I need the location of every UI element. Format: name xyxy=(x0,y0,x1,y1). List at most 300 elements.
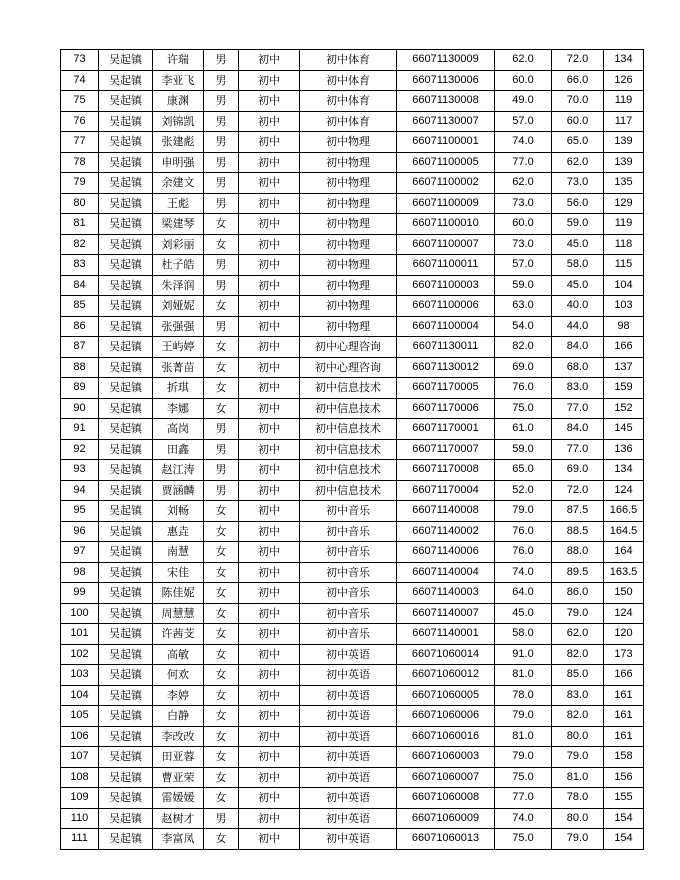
town-cell: 吴起镇 xyxy=(99,378,153,399)
name-cell: 刘彩丽 xyxy=(153,234,204,255)
name-cell: 白静 xyxy=(153,706,204,727)
seq-cell: 97 xyxy=(61,542,99,563)
gender-cell: 女 xyxy=(204,378,239,399)
written-score-cell: 79.0 xyxy=(495,706,552,727)
written-score-cell: 69.0 xyxy=(495,357,552,378)
exam-id-cell: 66071170001 xyxy=(397,419,495,440)
interview-score-cell: 72.0 xyxy=(552,50,604,71)
interview-score-cell: 65.0 xyxy=(552,132,604,153)
written-score-cell: 74.0 xyxy=(495,808,552,829)
subject-cell: 初中英语 xyxy=(300,747,397,768)
total-score-cell: 159 xyxy=(604,378,644,399)
interview-score-cell: 78.0 xyxy=(552,788,604,809)
seq-cell: 89 xyxy=(61,378,99,399)
exam-id-cell: 66071170007 xyxy=(397,439,495,460)
exam-id-cell: 66071130011 xyxy=(397,337,495,358)
interview-score-cell: 89.5 xyxy=(552,562,604,583)
seq-cell: 83 xyxy=(61,255,99,276)
seq-cell: 85 xyxy=(61,296,99,317)
seq-cell: 80 xyxy=(61,193,99,214)
gender-cell: 女 xyxy=(204,234,239,255)
total-score-cell: 137 xyxy=(604,357,644,378)
total-score-cell: 163.5 xyxy=(604,562,644,583)
town-cell: 吴起镇 xyxy=(99,234,153,255)
table-row xyxy=(61,562,644,583)
town-cell: 吴起镇 xyxy=(99,685,153,706)
score-sheet xyxy=(60,49,644,850)
town-cell: 吴起镇 xyxy=(99,460,153,481)
written-score-cell: 76.0 xyxy=(495,542,552,563)
level-cell: 初中 xyxy=(239,173,300,194)
gender-cell: 女 xyxy=(204,829,239,850)
written-score-cell: 73.0 xyxy=(495,193,552,214)
written-score-cell: 62.0 xyxy=(495,50,552,71)
written-score-cell: 77.0 xyxy=(495,152,552,173)
level-cell: 初中 xyxy=(239,111,300,132)
written-score-cell: 78.0 xyxy=(495,685,552,706)
table-row xyxy=(61,132,644,153)
table-row xyxy=(61,706,644,727)
gender-cell: 女 xyxy=(204,767,239,788)
interview-score-cell: 81.0 xyxy=(552,767,604,788)
interview-score-cell: 80.0 xyxy=(552,808,604,829)
written-score-cell: 45.0 xyxy=(495,603,552,624)
gender-cell: 女 xyxy=(204,501,239,522)
name-cell: 李亚飞 xyxy=(153,70,204,91)
subject-cell: 初中英语 xyxy=(300,808,397,829)
town-cell: 吴起镇 xyxy=(99,501,153,522)
exam-id-cell: 66071060016 xyxy=(397,726,495,747)
level-cell: 初中 xyxy=(239,152,300,173)
gender-cell: 女 xyxy=(204,706,239,727)
table-row xyxy=(61,378,644,399)
total-score-cell: 115 xyxy=(604,255,644,276)
gender-cell: 男 xyxy=(204,70,239,91)
name-cell: 宋佳 xyxy=(153,562,204,583)
level-cell: 初中 xyxy=(239,603,300,624)
written-score-cell: 60.0 xyxy=(495,214,552,235)
total-score-cell: 166 xyxy=(604,665,644,686)
seq-cell: 77 xyxy=(61,132,99,153)
exam-id-cell: 66071170008 xyxy=(397,460,495,481)
table-row xyxy=(61,767,644,788)
total-score-cell: 173 xyxy=(604,644,644,665)
interview-score-cell: 82.0 xyxy=(552,706,604,727)
table-row xyxy=(61,111,644,132)
written-score-cell: 79.0 xyxy=(495,501,552,522)
subject-cell: 初中物理 xyxy=(300,296,397,317)
total-score-cell: 161 xyxy=(604,726,644,747)
gender-cell: 男 xyxy=(204,419,239,440)
exam-id-cell: 66071100007 xyxy=(397,234,495,255)
subject-cell: 初中体育 xyxy=(300,91,397,112)
table-row xyxy=(61,583,644,604)
exam-id-cell: 66071100009 xyxy=(397,193,495,214)
gender-cell: 男 xyxy=(204,132,239,153)
level-cell: 初中 xyxy=(239,480,300,501)
table-row xyxy=(61,808,644,829)
written-score-cell: 62.0 xyxy=(495,173,552,194)
total-score-cell: 118 xyxy=(604,234,644,255)
level-cell: 初中 xyxy=(239,214,300,235)
town-cell: 吴起镇 xyxy=(99,747,153,768)
town-cell: 吴起镇 xyxy=(99,583,153,604)
written-score-cell: 73.0 xyxy=(495,234,552,255)
subject-cell: 初中物理 xyxy=(300,255,397,276)
subject-cell: 初中英语 xyxy=(300,726,397,747)
table-body xyxy=(61,50,644,850)
seq-cell: 93 xyxy=(61,460,99,481)
interview-score-cell: 58.0 xyxy=(552,255,604,276)
name-cell: 雷媛媛 xyxy=(153,788,204,809)
written-score-cell: 81.0 xyxy=(495,665,552,686)
town-cell: 吴起镇 xyxy=(99,665,153,686)
subject-cell: 初中心理咨询 xyxy=(300,357,397,378)
exam-id-cell: 66071140001 xyxy=(397,624,495,645)
level-cell: 初中 xyxy=(239,726,300,747)
subject-cell: 初中心理咨询 xyxy=(300,337,397,358)
subject-cell: 初中音乐 xyxy=(300,501,397,522)
table-row xyxy=(61,480,644,501)
town-cell: 吴起镇 xyxy=(99,50,153,71)
seq-cell: 111 xyxy=(61,829,99,850)
total-score-cell: 139 xyxy=(604,152,644,173)
exam-id-cell: 66071100003 xyxy=(397,275,495,296)
gender-cell: 男 xyxy=(204,91,239,112)
interview-score-cell: 88.0 xyxy=(552,542,604,563)
total-score-cell: 158 xyxy=(604,747,644,768)
written-score-cell: 61.0 xyxy=(495,419,552,440)
interview-score-cell: 62.0 xyxy=(552,624,604,645)
exam-id-cell: 66071140002 xyxy=(397,521,495,542)
town-cell: 吴起镇 xyxy=(99,419,153,440)
subject-cell: 初中物理 xyxy=(300,173,397,194)
town-cell: 吴起镇 xyxy=(99,111,153,132)
name-cell: 陈佳妮 xyxy=(153,583,204,604)
seq-cell: 86 xyxy=(61,316,99,337)
interview-score-cell: 82.0 xyxy=(552,644,604,665)
seq-cell: 108 xyxy=(61,767,99,788)
name-cell: 梁建琴 xyxy=(153,214,204,235)
level-cell: 初中 xyxy=(239,706,300,727)
interview-score-cell: 62.0 xyxy=(552,152,604,173)
seq-cell: 105 xyxy=(61,706,99,727)
interview-score-cell: 59.0 xyxy=(552,214,604,235)
interview-score-cell: 44.0 xyxy=(552,316,604,337)
seq-cell: 88 xyxy=(61,357,99,378)
level-cell: 初中 xyxy=(239,829,300,850)
exam-id-cell: 66071100006 xyxy=(397,296,495,317)
gender-cell: 女 xyxy=(204,624,239,645)
name-cell: 曹亚荣 xyxy=(153,767,204,788)
written-score-cell: 76.0 xyxy=(495,521,552,542)
seq-cell: 104 xyxy=(61,685,99,706)
exam-id-cell: 66071060006 xyxy=(397,706,495,727)
exam-id-cell: 66071130009 xyxy=(397,50,495,71)
total-score-cell: 156 xyxy=(604,767,644,788)
level-cell: 初中 xyxy=(239,767,300,788)
subject-cell: 初中物理 xyxy=(300,152,397,173)
town-cell: 吴起镇 xyxy=(99,439,153,460)
exam-id-cell: 66071060014 xyxy=(397,644,495,665)
level-cell: 初中 xyxy=(239,439,300,460)
subject-cell: 初中信息技术 xyxy=(300,439,397,460)
gender-cell: 男 xyxy=(204,275,239,296)
seq-cell: 73 xyxy=(61,50,99,71)
exam-id-cell: 66071060005 xyxy=(397,685,495,706)
exam-id-cell: 66071130006 xyxy=(397,70,495,91)
table-row xyxy=(61,419,644,440)
level-cell: 初中 xyxy=(239,70,300,91)
town-cell: 吴起镇 xyxy=(99,480,153,501)
table-row xyxy=(61,603,644,624)
total-score-cell: 134 xyxy=(604,50,644,71)
table-row xyxy=(61,747,644,768)
seq-cell: 84 xyxy=(61,275,99,296)
written-score-cell: 82.0 xyxy=(495,337,552,358)
gender-cell: 男 xyxy=(204,50,239,71)
seq-cell: 78 xyxy=(61,152,99,173)
total-score-cell: 154 xyxy=(604,829,644,850)
table-row xyxy=(61,788,644,809)
total-score-cell: 145 xyxy=(604,419,644,440)
table-row xyxy=(61,726,644,747)
subject-cell: 初中音乐 xyxy=(300,624,397,645)
seq-cell: 90 xyxy=(61,398,99,419)
seq-cell: 98 xyxy=(61,562,99,583)
exam-id-cell: 66071100005 xyxy=(397,152,495,173)
total-score-cell: 98 xyxy=(604,316,644,337)
written-score-cell: 59.0 xyxy=(495,439,552,460)
name-cell: 高岗 xyxy=(153,419,204,440)
level-cell: 初中 xyxy=(239,255,300,276)
gender-cell: 女 xyxy=(204,542,239,563)
town-cell: 吴起镇 xyxy=(99,521,153,542)
subject-cell: 初中物理 xyxy=(300,132,397,153)
town-cell: 吴起镇 xyxy=(99,788,153,809)
subject-cell: 初中音乐 xyxy=(300,603,397,624)
interview-score-cell: 85.0 xyxy=(552,665,604,686)
level-cell: 初中 xyxy=(239,562,300,583)
level-cell: 初中 xyxy=(239,234,300,255)
table-row xyxy=(61,357,644,378)
town-cell: 吴起镇 xyxy=(99,132,153,153)
total-score-cell: 119 xyxy=(604,214,644,235)
seq-cell: 103 xyxy=(61,665,99,686)
written-score-cell: 75.0 xyxy=(495,398,552,419)
gender-cell: 男 xyxy=(204,460,239,481)
gender-cell: 男 xyxy=(204,152,239,173)
seq-cell: 100 xyxy=(61,603,99,624)
exam-id-cell: 66071170004 xyxy=(397,480,495,501)
total-score-cell: 117 xyxy=(604,111,644,132)
total-score-cell: 154 xyxy=(604,808,644,829)
interview-score-cell: 72.0 xyxy=(552,480,604,501)
gender-cell: 男 xyxy=(204,439,239,460)
seq-cell: 82 xyxy=(61,234,99,255)
total-score-cell: 155 xyxy=(604,788,644,809)
table-row xyxy=(61,501,644,522)
total-score-cell: 150 xyxy=(604,583,644,604)
subject-cell: 初中体育 xyxy=(300,70,397,91)
written-score-cell: 49.0 xyxy=(495,91,552,112)
interview-score-cell: 45.0 xyxy=(552,275,604,296)
table-row xyxy=(61,296,644,317)
exam-id-cell: 66071130012 xyxy=(397,357,495,378)
gender-cell: 女 xyxy=(204,685,239,706)
gender-cell: 女 xyxy=(204,726,239,747)
subject-cell: 初中英语 xyxy=(300,644,397,665)
subject-cell: 初中英语 xyxy=(300,767,397,788)
name-cell: 张建彪 xyxy=(153,132,204,153)
total-score-cell: 135 xyxy=(604,173,644,194)
subject-cell: 初中音乐 xyxy=(300,562,397,583)
subject-cell: 初中信息技术 xyxy=(300,460,397,481)
name-cell: 许瑞 xyxy=(153,50,204,71)
interview-score-cell: 79.0 xyxy=(552,829,604,850)
interview-score-cell: 88.5 xyxy=(552,521,604,542)
gender-cell: 女 xyxy=(204,562,239,583)
name-cell: 何欢 xyxy=(153,665,204,686)
seq-cell: 102 xyxy=(61,644,99,665)
total-score-cell: 124 xyxy=(604,480,644,501)
exam-id-cell: 66071140006 xyxy=(397,542,495,563)
town-cell: 吴起镇 xyxy=(99,296,153,317)
table-row xyxy=(61,152,644,173)
gender-cell: 男 xyxy=(204,480,239,501)
subject-cell: 初中体育 xyxy=(300,50,397,71)
written-score-cell: 76.0 xyxy=(495,378,552,399)
exam-id-cell: 66071100002 xyxy=(397,173,495,194)
interview-score-cell: 84.0 xyxy=(552,419,604,440)
gender-cell: 男 xyxy=(204,193,239,214)
gender-cell: 女 xyxy=(204,644,239,665)
table-row xyxy=(61,70,644,91)
seq-cell: 87 xyxy=(61,337,99,358)
town-cell: 吴起镇 xyxy=(99,644,153,665)
name-cell: 王屿婷 xyxy=(153,337,204,358)
name-cell: 刘锦凯 xyxy=(153,111,204,132)
table-row xyxy=(61,644,644,665)
subject-cell: 初中体育 xyxy=(300,111,397,132)
seq-cell: 79 xyxy=(61,173,99,194)
town-cell: 吴起镇 xyxy=(99,152,153,173)
name-cell: 张菁苗 xyxy=(153,357,204,378)
exam-id-cell: 66071170006 xyxy=(397,398,495,419)
table-row xyxy=(61,50,644,71)
name-cell: 刘娅妮 xyxy=(153,296,204,317)
total-score-cell: 166 xyxy=(604,337,644,358)
written-score-cell: 74.0 xyxy=(495,562,552,583)
interview-score-cell: 77.0 xyxy=(552,398,604,419)
town-cell: 吴起镇 xyxy=(99,337,153,358)
town-cell: 吴起镇 xyxy=(99,255,153,276)
level-cell: 初中 xyxy=(239,398,300,419)
written-score-cell: 58.0 xyxy=(495,624,552,645)
name-cell: 杜子皓 xyxy=(153,255,204,276)
written-score-cell: 79.0 xyxy=(495,747,552,768)
total-score-cell: 136 xyxy=(604,439,644,460)
name-cell: 康渊 xyxy=(153,91,204,112)
level-cell: 初中 xyxy=(239,357,300,378)
table-row xyxy=(61,542,644,563)
gender-cell: 女 xyxy=(204,788,239,809)
seq-cell: 101 xyxy=(61,624,99,645)
name-cell: 赵江涛 xyxy=(153,460,204,481)
total-score-cell: 104 xyxy=(604,275,644,296)
level-cell: 初中 xyxy=(239,583,300,604)
town-cell: 吴起镇 xyxy=(99,706,153,727)
total-score-cell: 139 xyxy=(604,132,644,153)
exam-id-cell: 66071140004 xyxy=(397,562,495,583)
name-cell: 赵树才 xyxy=(153,808,204,829)
interview-score-cell: 86.0 xyxy=(552,583,604,604)
interview-score-cell: 83.0 xyxy=(552,378,604,399)
total-score-cell: 124 xyxy=(604,603,644,624)
gender-cell: 男 xyxy=(204,255,239,276)
seq-cell: 107 xyxy=(61,747,99,768)
subject-cell: 初中音乐 xyxy=(300,542,397,563)
exam-id-cell: 66071060009 xyxy=(397,808,495,829)
town-cell: 吴起镇 xyxy=(99,726,153,747)
subject-cell: 初中信息技术 xyxy=(300,419,397,440)
total-score-cell: 134 xyxy=(604,460,644,481)
town-cell: 吴起镇 xyxy=(99,808,153,829)
name-cell: 田鑫 xyxy=(153,439,204,460)
interview-score-cell: 80.0 xyxy=(552,726,604,747)
level-cell: 初中 xyxy=(239,460,300,481)
table-row xyxy=(61,460,644,481)
score-table xyxy=(60,49,644,850)
written-score-cell: 77.0 xyxy=(495,788,552,809)
level-cell: 初中 xyxy=(239,193,300,214)
gender-cell: 女 xyxy=(204,665,239,686)
interview-score-cell: 56.0 xyxy=(552,193,604,214)
level-cell: 初中 xyxy=(239,747,300,768)
gender-cell: 女 xyxy=(204,583,239,604)
written-score-cell: 74.0 xyxy=(495,132,552,153)
town-cell: 吴起镇 xyxy=(99,624,153,645)
table-row xyxy=(61,255,644,276)
gender-cell: 女 xyxy=(204,357,239,378)
town-cell: 吴起镇 xyxy=(99,91,153,112)
seq-cell: 106 xyxy=(61,726,99,747)
table-row xyxy=(61,193,644,214)
subject-cell: 初中物理 xyxy=(300,316,397,337)
exam-id-cell: 66071060012 xyxy=(397,665,495,686)
exam-id-cell: 66071100001 xyxy=(397,132,495,153)
gender-cell: 女 xyxy=(204,521,239,542)
town-cell: 吴起镇 xyxy=(99,398,153,419)
town-cell: 吴起镇 xyxy=(99,275,153,296)
name-cell: 李改改 xyxy=(153,726,204,747)
gender-cell: 女 xyxy=(204,337,239,358)
written-score-cell: 57.0 xyxy=(495,111,552,132)
total-score-cell: 164.5 xyxy=(604,521,644,542)
level-cell: 初中 xyxy=(239,501,300,522)
level-cell: 初中 xyxy=(239,808,300,829)
name-cell: 李富凤 xyxy=(153,829,204,850)
exam-id-cell: 66071170005 xyxy=(397,378,495,399)
written-score-cell: 59.0 xyxy=(495,275,552,296)
written-score-cell: 91.0 xyxy=(495,644,552,665)
subject-cell: 初中英语 xyxy=(300,788,397,809)
name-cell: 王彪 xyxy=(153,193,204,214)
subject-cell: 初中信息技术 xyxy=(300,398,397,419)
town-cell: 吴起镇 xyxy=(99,603,153,624)
interview-score-cell: 45.0 xyxy=(552,234,604,255)
seq-cell: 74 xyxy=(61,70,99,91)
